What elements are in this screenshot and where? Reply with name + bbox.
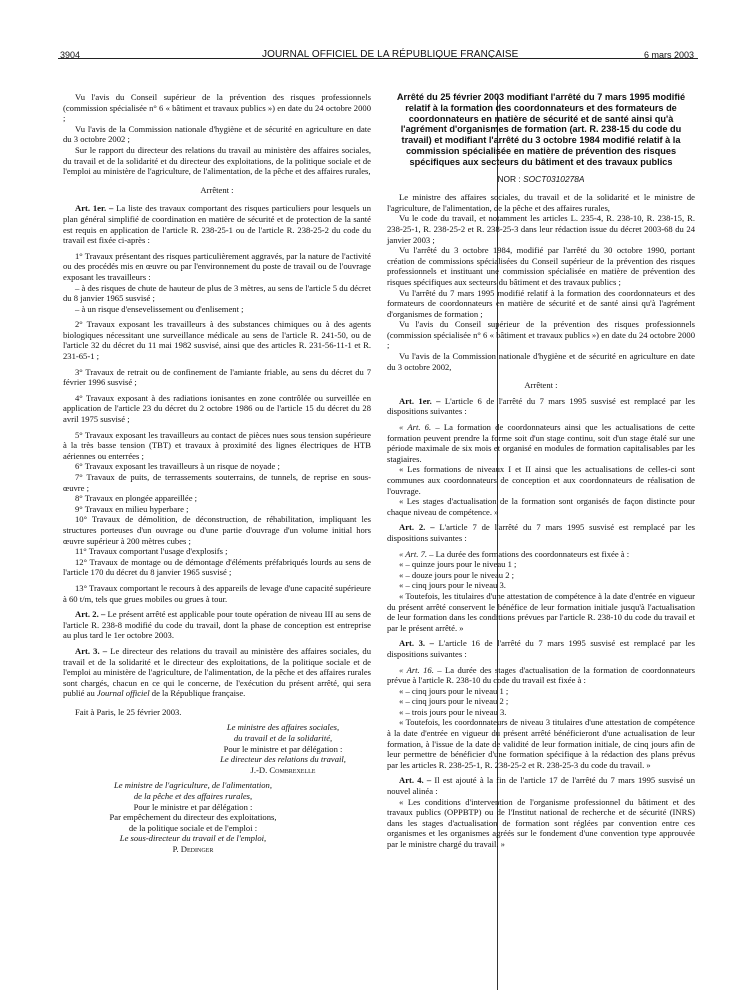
list-item: « – cinq jours pour le niveau 2 ;: [399, 696, 509, 707]
list-item: « – douze jours pour le niveau 2 ;: [399, 569, 515, 580]
list-item: 11° Travaux comportant l'usage d'explosifs ;: [75, 546, 228, 557]
list-item: 6° Travaux exposant les travailleurs à un risque de noyade ;: [75, 461, 280, 472]
journal-name: Journal officiel: [96, 688, 150, 699]
article-4: [387, 775, 695, 796]
article-text: La liste des travaux comportant des risques particuliers pour lesquels un plan général simplifié de coordination en matière de sécurité et de protection de la santé est requis en application de l'article R. 238-25-1 ou de l'article R. 238-25-2 du code du travail est fixée ci-après :: [63, 203, 371, 246]
delegation-line: de la politique sociale et de l'emploi :: [128, 822, 258, 833]
article-text: de la République française.: [149, 688, 246, 699]
list-item: 1° Travaux présentant des risques particulièrement aggravés, par la nature de l'activité ou des procédés mis en œuvre ou par l'environnement du poste de travail ou de l'ouvrage exposant les travailleurs :: [63, 250, 371, 282]
article-label: Art. 2. –: [399, 522, 435, 533]
article-1: [63, 203, 371, 245]
quoted-article-label: « Art. 7. –: [399, 548, 434, 559]
signatory-title: Le ministre de l'agriculture, de l'alimentation,: [114, 780, 272, 791]
quoted-article: [387, 549, 695, 560]
signatory-title: Le sous-directeur du travail et de l'emploi,: [119, 833, 267, 844]
article-text: Il est ajouté à la fin de l'article 17 de l'arrêté du 7 mars 1995 susvisé un nouvel alinéa :: [387, 775, 696, 797]
quoted-paragraph: « Toutefois, les titulaires d'une attestation de compétence à la date d'entrée en vigueur du présent arrêté conservent le bénéfice de leur formation initiale jusqu'à l'actualisation de leur formation dans les conditions prévues par l'article R. 238-10 du code du travail et par le présent arrêté. »: [387, 590, 695, 633]
article-1: [387, 396, 695, 417]
signatory-title: Le ministre des affaires sociales,: [226, 722, 340, 733]
article-text: L'article 16 de l'arrêté du 7 mars 1995 susvisé est remplacé par les dispositions suivantes :: [387, 638, 695, 659]
quoted-article: [387, 422, 695, 464]
list-item: 13° Travaux comportant le recours à des appareils de levage d'une capacité supérieure à 60 t/m, tels que grues mobiles ou grues à tour.: [63, 582, 371, 604]
list-item: « – trois jours pour le niveau 3.: [399, 706, 507, 717]
article-label: Art. 3. –: [399, 638, 434, 649]
visa-paragraph: Vu l'avis de la Commission nationale d'hygiène et de sécurité en agriculture en date du 3 octobre 2002,: [387, 351, 695, 372]
signatory-title: du travail et de la solidarité,: [233, 733, 333, 744]
quoted-article-text: La durée des stages d'actualisation de la formation de coordonnateurs prévue à l'article R. 238-10 du code du travail est fixée à :: [387, 664, 696, 686]
nor-reference: [387, 174, 695, 185]
list-item: 3° Travaux de retrait ou de confinement de l'amiante friable, au sens du décret du 7 février 1996 susvisé ;: [63, 366, 371, 388]
list-item: 7° Travaux de puits, de terrassements souterrains, de tunnels, de reprise en sous-œuvre ;: [63, 472, 371, 493]
journal-title: JOURNAL OFFICIEL DE LA RÉPUBLIQUE FRANÇAISE: [262, 49, 519, 60]
article-label: Art. 3. –: [75, 645, 108, 656]
article-2: [63, 609, 371, 641]
visa-paragraph: Vu l'avis de la Commission nationale d'hygiène et de sécurité en agriculture en date du 3 octobre 2002 ;: [63, 123, 371, 145]
list-item: 12° Travaux de montage ou de démontage d'éléments préfabriqués lourds au sens de l'article 170 du décret du 8 janvier 1965 susvisé ;: [63, 556, 371, 578]
signature-block-1: [183, 722, 371, 775]
article-text: L'article 7 de l'arrêté du 7 mars 1995 susvisé est remplacé par les dispositions suivantes :: [387, 522, 695, 543]
delegation-line: Pour le ministre et par délégation :: [133, 801, 253, 812]
left-column: [63, 92, 371, 855]
nor-label: NOR :: [497, 173, 524, 184]
decree-title: Arrêté du 25 février 2003 modifiant l'arrêté du 7 mars 1995 modifié relatif à la formation des coordonnateurs et des formateurs de coordonnateurs en matière de sécurité et de santé ainsi qu'à l'agrément d'organismes de formation (art. R. 238-15 du code du travail) et modifiant l'arrêté du 3 octobre 1984 modifié relatif à la commission spécialisée en matière de prévention des risques spécifiques aux secteurs du bâtiment et des travaux publics: [396, 92, 686, 167]
arretent-heading: Arrêtent :: [200, 184, 234, 195]
report-paragraph: Sur le rapport du directeur des relations du travail au ministère des affaires sociales, du travail et de la solidarité et du directeur des exploitations, de la politique sociale et de l'emploi au ministère de l'agriculture, de l'alimentation, de la pêche et des affaires rurales,: [63, 144, 371, 177]
article-text: Le présent arrêté est applicable pour toute opération de niveau III au sens de l'article R. 238-8 modifié du code du travail, dont la phase de conception est entreprise au plus tard le 1er octobre 2003.: [63, 609, 371, 641]
visa-paragraph: Vu l'arrêté du 7 mars 1995 modifié relatif à la formation des coordonnateurs et des formateurs de coordonnateurs en matière de sécurité et de santé ainsi qu'à l'agrément d'organismes de formation ;: [387, 287, 695, 319]
signature-place-date: Fait à Paris, le 25 février 2003.: [75, 706, 182, 717]
list-item: 8° Travaux en plongée appareillée ;: [75, 493, 198, 504]
article-text: Le directeur des relations du travail au ministère des affaires sociales, du travail et de la solidarité et le directeur des exploitations, de la politique sociale et de l'emploi au ministère de l'agriculture, de l'alimentation, de la pêche et des affaires rurales sont chargés, chacun en ce qui le concerne, de l'exécution du présent arrêté, qui sera publié au: [63, 645, 371, 699]
quoted-article-text: La formation de coordonnateurs ainsi que les actualisations de cette formation peuvent prendre la forme soit d'un stage continu, soit d'un stage étalé sur une période maximale de six mois et organisé en modules de formation capitalisables par les stagiaires.: [387, 422, 695, 464]
issue-date: 6 mars 2003: [643, 50, 694, 60]
signatory-title: de la pêche et des affaires rurales,: [133, 791, 253, 802]
article-label: Art. 1er. –: [75, 203, 114, 214]
list-item: 4° Travaux exposant à des radiations ionisantes en zone contrôlée ou surveillée en application de l'article 23 du décret du 2 octobre 1986 ou de l'article 15 du décret du 28 avril 1975 susvisé ;: [63, 392, 371, 425]
article-label: Art. 1er. –: [399, 395, 441, 406]
list-item: « – cinq jours pour le niveau 3.: [399, 580, 506, 591]
article-3: [63, 646, 371, 699]
quoted-article-label: « Art. 6. –: [399, 422, 440, 433]
quoted-paragraph: « Toutefois, les coordonnateurs de niveau 3 titulaires d'une attestation de compétence à la date d'entrée en vigueur du présent arrêté bénéficieront d'une actualisation de leur formation, à l'issue de la date de validité de leur formation initiale, de cinq jours afin de leur permettre de bénéficier d'une formation spécifique à la rédaction des plans prévus par les articles R. 238-25-1, R. 238-25-2 et R. 238-25-3 du code du travail. »: [387, 717, 695, 770]
list-item: 10° Travaux de démolition, de déconstruction, de réhabilitation, impliquant les structures porteuses d'un ouvrage ou d'une partie d'ouvrage d'un volume initial hors œuvre supérieur à 200 mètres cubes ;: [63, 514, 371, 546]
header-rule: [58, 58, 698, 59]
preamble-paragraph: Le ministre des affaires sociales, du travail et de la solidarité et le ministre de l'agriculture, de l'alimentation, de la pêche et des affaires rurales,: [387, 192, 695, 213]
list-item: 9° Travaux en milieu hyperbare ;: [75, 503, 189, 514]
quoted-paragraph: « Les conditions d'intervention de l'organisme professionnel du bâtiment et des travaux publics (OPPBTP) ou de l'Institut national de recherche et de sécurité (INRS) dans les stages d'actualisation de formation sont réglées par convention entre ces organismes et les organismes agréés sur le fondement d'une convention type approuvée par le ministre chargé du travail. »: [387, 796, 695, 850]
quoted-article: [387, 665, 695, 686]
quoted-paragraph: « Les stages d'actualisation de la formation sont organisés de façon distincte pour chaque niveau de compétence. »: [387, 496, 695, 517]
signatory-title: Le directeur des relations du travail,: [220, 754, 346, 765]
signatory-name: P. Dedinger: [172, 844, 214, 854]
page-header: [0, 6, 748, 60]
list-item: « – quinze jours pour le niveau 1 ;: [399, 559, 517, 570]
arretent-heading: Arrêtent :: [524, 380, 558, 391]
visa-paragraph: Vu l'avis du Conseil supérieur de la prévention des risques professionnels (commission spécialisée n° 6 « bâtiment et travaux publics ») en date du 24 octobre 2000 ;: [63, 92, 371, 124]
visa-paragraph: Vu le code du travail, et notamment les articles L. 235-4, R. 238-10, R. 238-15, R. 238-25-1, R. 238-25-2 et R. 238-25-3 dans leur rédaction issue du décret 2003-68 du 24 janvier 2003 ;: [387, 213, 695, 245]
signature-block-2: [63, 780, 311, 854]
right-column: [387, 92, 695, 850]
signatory-name: J.-D. Combrexelle: [250, 764, 316, 775]
list-item: – à un risque d'ensevelissement ou d'enlisement ;: [75, 303, 244, 314]
visa-paragraph: Vu l'arrêté du 3 octobre 1984, modifié par l'arrêté du 30 octobre 1990, portant création de commissions spécialisées du Conseil supérieur de la prévention des risques professionnels et instituant une commission spécialisée en matière de prévention des risques spécifiques aux secteurs du bâtiment et des travaux publics ;: [387, 245, 695, 287]
article-2: [387, 522, 695, 543]
quoted-article-text: La durée des formations des coordonnateurs est fixée à :: [433, 548, 630, 559]
page-number: 3904: [60, 50, 81, 60]
list-item: « – cinq jours pour le niveau 1 ;: [399, 685, 509, 696]
quoted-paragraph: « Les formations de niveaux I et II ainsi que les actualisations de celles-ci sont communes aux coordonnateurs de conception et aux coordonnateurs de réalisation de l'ouvrage.: [387, 464, 695, 496]
nor-code: SOCT0310278A: [523, 173, 585, 184]
delegation-line: Pour le ministre et par délégation :: [223, 743, 343, 754]
visa-paragraph: Vu l'avis du Conseil supérieur de la prévention des risques professionnels (commission spécialisée n° 6 « bâtiment et travaux publics ») en date du 24 octobre 2000 ;: [387, 319, 695, 351]
article-3: [387, 638, 695, 659]
quoted-article-label: « Art. 16. –: [399, 664, 442, 675]
article-text: L'article 6 de l'arrêté du 7 mars 1995 susvisé est remplacé par les dispositions suivantes :: [387, 395, 695, 417]
article-label: Art. 4. –: [399, 775, 432, 786]
article-label: Art. 2. –: [75, 609, 106, 620]
list-item: 5° Travaux exposant les travailleurs au contact de pièces nues sous tension supérieure à la très basse tension (TBT) et travaux à proximité des lignes électriques de HTB aériennes ou enterrées ;: [63, 429, 371, 461]
list-item: – à des risques de chute de hauteur de plus de 3 mètres, au sens de l'article 5 du décret du 8 janvier 1965 susvisé ;: [63, 282, 371, 304]
delegation-line: Par empêchement du directeur des exploitations,: [109, 812, 277, 823]
list-item: 2° Travaux exposant les travailleurs à des substances chimiques ou à des agents biologiques nécessitant une surveillance médicale au sens de l'article R. 241-50, ou de l'article 32 du décret du 11 mai 1982 susvisé, ainsi que des articles R. 231-56-11-1 et R. 231-65-1 ;: [63, 319, 371, 362]
